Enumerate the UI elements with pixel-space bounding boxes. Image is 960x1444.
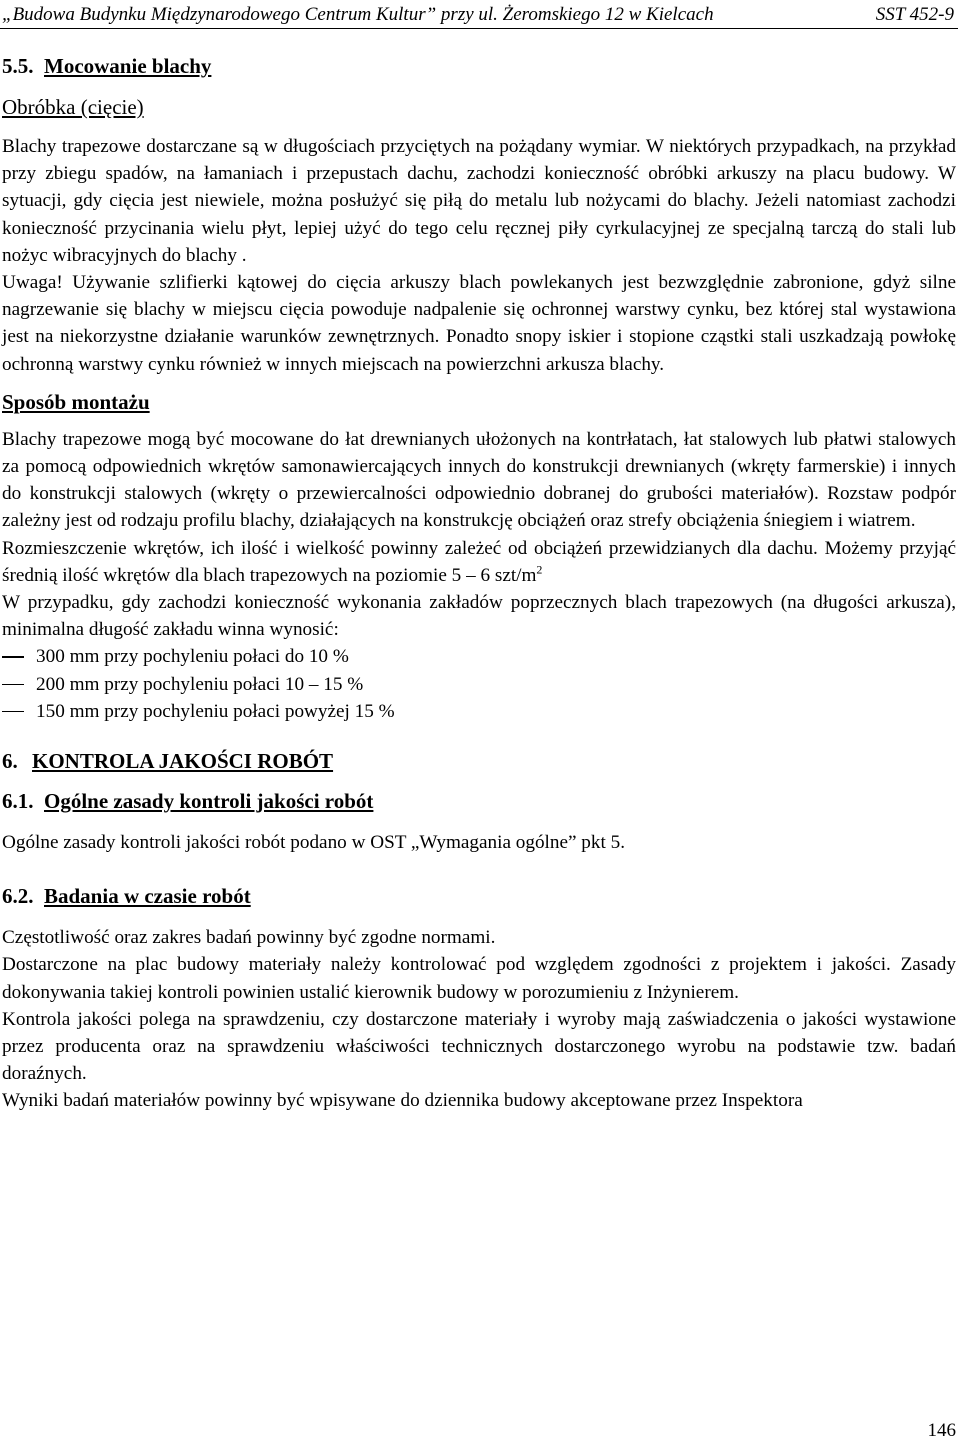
obrobka-paragraph-2: Uwaga! Używanie szlifierki kątowej do cięcia arkuszy blach powlekanych jest bezwzględnie zabronione, gdyż silne nagrzewanie się blachy w miejscu cięcia powoduje nadpalenie się ochronnej warstwy cynku, bez której stal wystawiona jest na niekorzystne działanie warunków zewnętrznych. Ponadto snopy iskier i stopione cząstki stali uszkadzają powłokę ochronną warstwy cynku również w innych miejscach na powierzchni arkusza blachy. (2, 272, 956, 375)
page-header (0, 2, 958, 29)
montaz-paragraph-2-text: Rozmieszczenie wkrętów, ich ilość i wielkość powinny zależeć od obciążeń przewidzianych dla dachu. Możemy przyjąć średnią ilość wkrętów dla blach trapezowych na poziomie 5 – 6 szt/m (2, 537, 956, 586)
overlap-list (2, 643, 956, 725)
obrobka-heading: Obróbka (cięcie) (2, 95, 144, 119)
list-item: 200 mm przy pochyleniu połaci 10 – 15 % (2, 671, 956, 698)
page-number: 146 (927, 1420, 956, 1441)
dash-bullet-icon (2, 684, 24, 686)
section-6-2-paragraph-2: Dostarczone na plac budowy materiały należy kontrolować pod względem zgodności z projektem i jakości. Zasady dokonywania takiej kontroli powinien ustalić kierownik budowy w porozumieniu z Inżynierem. (2, 954, 956, 1003)
section-5-5-heading (2, 52, 956, 80)
section-title: KONTROLA JAKOŚCI ROBÓT (32, 749, 334, 774)
section-number: 6.1. (2, 789, 34, 814)
section-6-2-paragraph-3: Kontrola jakości polega na sprawdzeniu, czy dostarczone materiały i wyroby mają zaświadczenia o jakości wystawione przez producenta oraz na sprawdzeniu właściwości technicznych dostarczonego wyrobu na podstawie tzw. badań doraźnych. (2, 1008, 956, 1085)
montaz-paragraph-2 (2, 535, 956, 589)
section-number: 6. (2, 749, 18, 774)
section-title: Mocowanie blachy (44, 54, 212, 78)
section-6-heading (2, 747, 956, 775)
section-6-2-paragraph-4: Wyniki badań materiałów powinny być wpisywane do dziennika budowy akceptowane przez Inspektora (2, 1090, 803, 1112)
superscript: 2 (536, 562, 543, 577)
list-item: 300 mm przy pochyleniu połaci do 10 % (2, 643, 956, 670)
dash-bullet-icon (2, 656, 24, 658)
montaz-paragraph-3: W przypadku, gdy zachodzi konieczność wykonania zakładów poprzecznych blach trapezowych (na długości arkusza), minimalna długość zakładu winna wynosić: (2, 592, 956, 641)
section-title: Badania w czasie robót (44, 884, 251, 909)
list-item: 150 mm przy pochyleniu połaci powyżej 15 % (2, 698, 956, 725)
page-content (2, 52, 956, 1115)
montaz-heading: Sposób montażu (2, 389, 150, 414)
section-6-2-heading (2, 882, 956, 910)
section-number: 5.5. (2, 54, 34, 78)
dash-bullet-icon (2, 711, 24, 713)
section-6-2-paragraph-1: Częstotliwość oraz zakres badań powinny być zgodne normami. (2, 927, 496, 949)
montaz-paragraph-1: Blachy trapezowe mogą być mocowane do łat drewnianych ułożonych na kontrłatach, łat stalowych lub płatwi stalowych za pomocą odpowiednich wkrętów samonawiercających innych do konstrukcji drewnianych (wkręty farmerskie) i innych do konstrukcji stalowych (wkręty o przewiercalności odpowiednio dobranej do grubości materiałów). Rozstaw podpór zależny jest od rodzaju profilu blachy, działających na konstrukcję obciążeń oraz strefy obciążenia śniegiem i wiatrem. (2, 428, 956, 532)
header-title: „Budowa Budynku Międzynarodowego Centrum Kultur” przy ul. Żeromskiego 12 w Kielcach (2, 4, 714, 25)
header-code: SST 452-9 (875, 4, 954, 25)
section-title: Ogólne zasady kontroli jakości robót (44, 789, 374, 814)
section-number: 6.2. (2, 884, 34, 909)
obrobka-paragraph-1: Blachy trapezowe dostarczane są w długościach przyciętych na pożądany wymiar. W niektórych przypadkach, na przykład przy zbiegu spadów, na łamaniach i przepustach dachu, zachodzi konieczność obróbki arkuszy na placu budowy. W sytuacji, gdy cięcia jest niewiele, można posłużyć się piłą do metalu lub nożycami do blachy. Jeżeli natomiast zachodzi konieczność przycinania wielu płyt, lepiej użyć do tego celu ręcznej piły cyrkulacyjnej ze specjalną tarczą do stali lub nożyc wibracyjnych do blachy . (2, 136, 956, 266)
section-6-1-paragraph: Ogólne zasady kontroli jakości robót podano w OST „Wymagania ogólne” pkt 5. (2, 832, 626, 854)
section-6-1-heading (2, 787, 956, 815)
